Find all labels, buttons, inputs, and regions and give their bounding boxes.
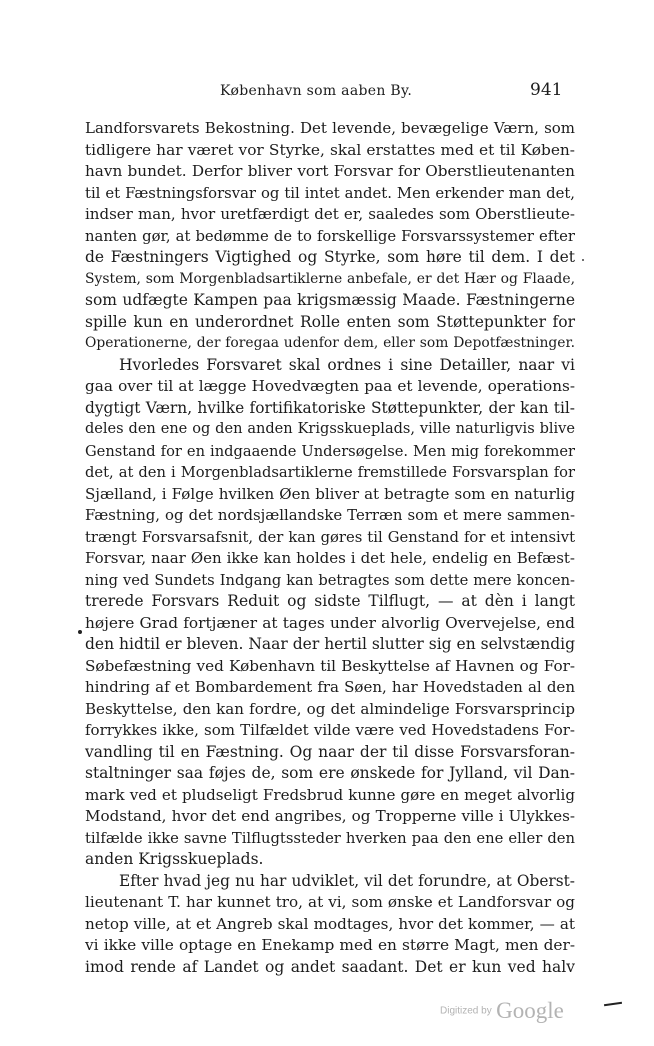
text-line: trængt Forsvarsafsnit, der kan gøres til Genstand for et intensivt — [85, 528, 575, 546]
text-line: mark ved et pludseligt Fredsbrud kunne gøre en meget alvorlig — [85, 785, 575, 804]
body-text — [85, 118, 575, 978]
text-line: trerede Forsvars Reduit og sidste Tilflugt, — at dèn i langt — [85, 592, 575, 610]
text-line: imod rende af Landet og andet saadant. Det er kun ved halv — [85, 957, 575, 976]
text-line: vandling til en Fæstning. Og naar der til disse Forsvarsforan- — [85, 742, 575, 761]
margin-speck-mark — [582, 259, 584, 261]
running-title: København som aaben By. — [220, 83, 413, 99]
watermark-brand: Google — [496, 998, 564, 1023]
text-line: Hvorledes Forsvaret skal ordnes i sine Detailler, naar vi — [119, 355, 575, 374]
text-line: den hidtil er bleven. Naar der hertil slutter sig en selvstændig — [85, 635, 575, 653]
text-line: som udfægte Kampen paa krigsmæssig Maade. Fæstningerne — [85, 291, 575, 309]
text-line: Operationerne, der foregaa udenfor dem, eller som Depotfæstninger. — [85, 335, 575, 351]
text-line: Efter hvad jeg nu har udviklet, vil det forundre, at Oberst- — [119, 871, 575, 890]
text-line: nanten gør, at bedømme de to forskellige Forsvarssystemer efter — [85, 227, 575, 245]
text-line: hindring af et Bombardement fra Søen, har Hovedstaden al den — [85, 678, 575, 696]
text-line: tidligere har været vor Styrke, skal erstattes med et til Køben- — [85, 140, 575, 159]
text-line: Beskyttelse, den kan fordre, og det almindelige Forsvarsprincip — [85, 699, 575, 718]
text-line: til et Fæstningsforsvar og til intet andet. Men erkender man det, — [85, 184, 575, 202]
text-line: havn bundet. Derfor bliver vort Forsvar for Oberstlieutenanten — [85, 162, 575, 180]
text-line: Fæstning, og det nordsjællandske Terræn som et mere sammen- — [85, 506, 575, 524]
text-line: højere Grad fortjæner at tages under alvorlig Overvejelse, end — [85, 613, 575, 632]
text-line: vi ikke ville optage en Enekamp med en større Magt, men der- — [85, 936, 575, 954]
margin-dot-mark — [78, 630, 82, 634]
text-line: Forsvar, naar Øen ikke kan holdes i det hele, endelig en Befæst- — [85, 549, 575, 567]
text-line: gaa over til at lægge Hovedvægten paa et levende, operations- — [85, 377, 575, 395]
text-line: Søbefæstning ved København til Beskyttelse af Havnen og For- — [85, 656, 575, 675]
text-line: Genstand for en indgaaende Undersøgelse. Men mig forekommer — [85, 442, 575, 460]
text-line: Sjælland, i Følge hvilken Øen bliver at betragte som en naturlig — [85, 484, 575, 503]
margin-dash-mark — [604, 1002, 622, 1006]
text-line: Landforsvarets Bekostning. Det levende, bevægelige Værn, som — [85, 119, 575, 137]
text-line: deles den ene og den anden Krigsskueplads, ville naturligvis blive — [85, 421, 575, 437]
text-line: System, som Morgenbladsartiklerne anbefale, er det Hær og Flaade, — [85, 270, 575, 287]
text-line: tilfælde ikke savne Tilflugtssteder hverken paa den ene eller den — [85, 829, 575, 847]
page-number: 941 — [530, 80, 563, 100]
text-line: forrykkes ikke, som Tilfældet vilde være ved Hovedstadens For- — [85, 721, 575, 739]
text-line: anden Krigsskueplads. — [85, 850, 264, 868]
text-line: staltninger saa føjes de, som ere ønskede for Jylland, vil Dan- — [85, 764, 575, 782]
text-line: de Fæstningers Vigtighed og Styrke, som høre til dem. I det — [85, 248, 575, 266]
watermark-prefix: Digitized by — [440, 1005, 492, 1017]
text-line: Modstand, hvor det end angribes, og Tropperne ville i Ulykkes- — [85, 807, 575, 825]
text-line: ning ved Sundets Indgang kan betragtes som dette mere koncen- — [85, 571, 575, 589]
text-line: netop ville, at et Angreb skal modtages, hvor det kommer, — at — [85, 914, 575, 933]
text-line: dygtigt Værn, hvilke fortifikatoriske Støttepunkter, der kan til- — [85, 398, 575, 417]
text-line: det, at den i Morgenbladsartiklerne fremstillede Forsvarsplan for — [85, 464, 575, 481]
text-line: lieutenant T. har kunnet tro, at vi, som ønske et Landforsvar og — [85, 893, 575, 911]
text-line: spille kun en underordnet Rolle enten som Støttepunkter for — [85, 312, 575, 331]
text-line: indser man, hvor uretfærdigt det er, saaledes som Oberstlieute- — [85, 205, 575, 223]
digitized-watermark — [440, 998, 564, 1024]
